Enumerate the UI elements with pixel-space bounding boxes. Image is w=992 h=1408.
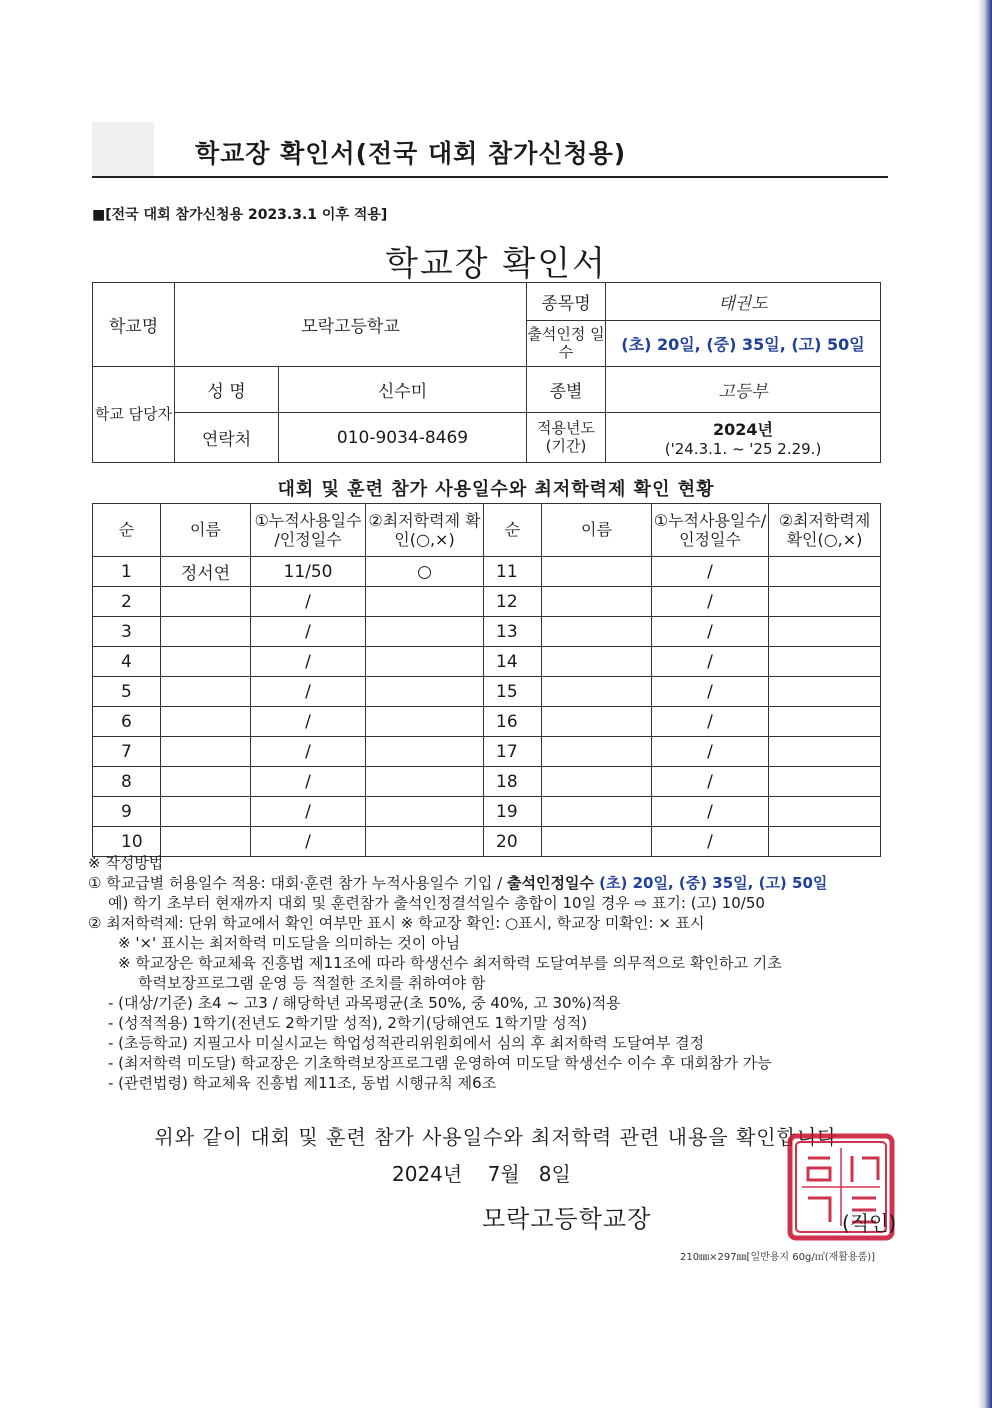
table-row: [93, 737, 881, 767]
student-name: [542, 797, 652, 827]
student-name: [542, 587, 652, 617]
student-name: [542, 767, 652, 797]
year-value: 2024년: [713, 420, 774, 439]
student-name: [161, 677, 251, 707]
days-used: /: [251, 617, 366, 647]
days-used: /: [652, 557, 769, 587]
header-gray-box: [92, 122, 154, 178]
contact-label: 연락처: [175, 413, 279, 463]
min-academic-check: [769, 737, 881, 767]
days-used: /: [251, 677, 366, 707]
student-name: [161, 827, 251, 857]
min-academic-check: [769, 827, 881, 857]
min-academic-check: [769, 707, 881, 737]
document-title: 학교장 확인서: [385, 244, 607, 284]
min-academic-check: [769, 797, 881, 827]
page-header-title: 학교장 확인서(전국 대회 참가신청용): [195, 139, 627, 168]
student-name: [542, 827, 652, 857]
min-academic-check: ○: [366, 557, 484, 587]
student-name: [542, 617, 652, 647]
days-used: /: [652, 827, 769, 857]
scan-edge: [978, 0, 992, 1408]
student-name: [542, 647, 652, 677]
student-name: [161, 767, 251, 797]
instruction-2-note-2b: 학력보장프로그램 운영 등 적절한 조치를 취하여야 함: [138, 974, 486, 992]
info-table: [92, 282, 881, 463]
student-name: 정서연: [161, 557, 251, 587]
bullet-item: - (최저학력 미도달) 학교장은 기초학력보장프로그램 운영하여 미도달 학생선수 이수 후 대회참가 가능: [108, 1054, 772, 1072]
days-used: /: [652, 707, 769, 737]
date-month: 7월: [487, 1162, 520, 1186]
days-used: 11/50: [251, 557, 366, 587]
row-number: 16: [484, 707, 542, 737]
col-header: 순: [93, 504, 161, 557]
instruction-1-bold: 출석인정일수: [507, 874, 594, 892]
instruction-1-example: 예) 학기 초부터 현재까지 대회 및 훈련참가 출석인정결석일수 총합이 10일 경우 ⇨ 표기: (고) 10/50: [108, 894, 765, 912]
instructions-heading: ※ 작성방법: [88, 854, 164, 872]
row-number: 19: [484, 797, 542, 827]
row-number: 17: [484, 737, 542, 767]
student-name: [542, 677, 652, 707]
bullet-item: - (관련법령) 학교체육 진흥법 제11조, 동법 시행규칙 제6조: [108, 1074, 497, 1092]
instruction-item-1: [88, 873, 918, 893]
col-header: ①누적사용일수/ 인정일수: [652, 504, 769, 557]
bullet-item: - (대상/기준) 초4 ~ 고3 / 해당학년 과목평균(초 50%, 중 40%, 고 30%)적용: [108, 994, 621, 1012]
table-row: [93, 677, 881, 707]
division-label: 종별: [527, 367, 606, 413]
row-number: 18: [484, 767, 542, 797]
row-number: 11: [484, 557, 542, 587]
table-row: [93, 557, 881, 587]
table-row: [93, 797, 881, 827]
min-academic-check: [366, 677, 484, 707]
row-number: 7: [93, 737, 161, 767]
header-rule: [92, 176, 888, 178]
row-number: 9: [93, 797, 161, 827]
min-academic-check: [366, 797, 484, 827]
attendance-days-value: (초) 20일, (중) 35일, (고) 50일: [606, 321, 881, 367]
issue-date: [392, 1158, 571, 1187]
table-row: [93, 827, 881, 857]
period-value: ('24.3.1. ~ '25 2.29.): [664, 440, 822, 458]
year-cell: [606, 413, 881, 463]
confirmation-statement: 위와 같이 대회 및 훈련 참가 사용일수와 최저학력 관련 내용을 확인합니다: [154, 1125, 838, 1149]
manager-name-label: 성 명: [175, 367, 279, 413]
row-number: 6: [93, 707, 161, 737]
row-number: 10: [93, 827, 161, 857]
principal-title: 모락고등학교장: [482, 1205, 652, 1233]
roster-table: [92, 503, 881, 857]
row-number: 1: [93, 557, 161, 587]
student-name: [161, 797, 251, 827]
min-academic-check: [366, 767, 484, 797]
manager-label: 학교 담당자: [93, 367, 175, 463]
days-used: /: [652, 587, 769, 617]
min-academic-check: [366, 587, 484, 617]
days-used: /: [251, 797, 366, 827]
instruction-item-2: ② 최저학력제: 단위 학교에서 확인 여부만 표시 ※ 학교장 확인: ○표시, 학교장 미확인: × 표시: [88, 914, 705, 932]
student-name: [542, 737, 652, 767]
instruction-2-note-2a: ※ 학교장은 학교체육 진흥법 제11조에 따라 학생선수 최저학력 도달여부를 의무적으로 확인하고 기초: [118, 954, 782, 972]
school-name-value: 모락고등학교: [175, 283, 527, 367]
days-used: /: [652, 767, 769, 797]
section-title: 대회 및 훈련 참가 사용일수와 최저학력제 확인 현황: [277, 479, 715, 500]
row-number: 12: [484, 587, 542, 617]
sport-value: 태권도: [606, 283, 881, 321]
row-number: 20: [484, 827, 542, 857]
year-label: 적용년도 (기간): [527, 413, 606, 463]
days-used: /: [251, 827, 366, 857]
instruction-2-note-1: ※ '×' 표시는 최저학력 미도달을 의미하는 것이 아님: [118, 934, 461, 952]
min-academic-check: [366, 617, 484, 647]
days-used: /: [251, 647, 366, 677]
min-academic-check: [366, 647, 484, 677]
table-row: [93, 707, 881, 737]
table-row: [93, 647, 881, 677]
row-number: 3: [93, 617, 161, 647]
student-name: [161, 707, 251, 737]
days-used: /: [652, 647, 769, 677]
sport-label: 종목명: [527, 283, 606, 321]
row-number: 4: [93, 647, 161, 677]
days-used: /: [652, 677, 769, 707]
col-header: 이름: [161, 504, 251, 557]
seal-label: (직인): [842, 1211, 897, 1235]
instruction-1-days: (초) 20일, (중) 35일, (고) 50일: [593, 874, 828, 892]
student-name: [161, 647, 251, 677]
roster-header-row: [93, 504, 881, 557]
division-value: 고등부: [606, 367, 881, 413]
days-used: /: [251, 707, 366, 737]
table-row: [93, 587, 881, 617]
form-version-note: ■[전국 대회 참가신청용 2023.3.1 이후 적용]: [92, 207, 388, 223]
min-academic-check: [769, 587, 881, 617]
row-number: 13: [484, 617, 542, 647]
row-number: 5: [93, 677, 161, 707]
min-academic-check: [769, 647, 881, 677]
instruction-1-text: ① 학교급별 허용일수 적용: 대회·훈련 참가 누적사용일수 기입 /: [88, 874, 507, 892]
paper-spec: 210㎜×297㎜[일반용지 60g/㎡(재활용품)]: [680, 1252, 876, 1263]
row-number: 2: [93, 587, 161, 617]
student-name: [161, 587, 251, 617]
row-number: 14: [484, 647, 542, 677]
days-used: /: [652, 797, 769, 827]
days-used: /: [251, 767, 366, 797]
student-name: [161, 737, 251, 767]
days-used: /: [251, 587, 366, 617]
bullet-item: - (초등학교) 지필고사 미실시교는 학업성적관리위원회에서 심의 후 최저학력 도달여부 결정: [108, 1034, 705, 1052]
school-name-label: 학교명: [93, 283, 175, 367]
date-day: 8일: [538, 1162, 571, 1186]
min-academic-check: [769, 767, 881, 797]
col-header: ②최저학력제 확인(○,×): [769, 504, 881, 557]
col-header: ②최저학력제 확인(○,×): [366, 504, 484, 557]
attendance-days-label: 출석인정 일수: [527, 321, 606, 367]
row-number: 15: [484, 677, 542, 707]
days-used: /: [251, 737, 366, 767]
contact-value: 010-9034-8469: [279, 413, 527, 463]
min-academic-check: [769, 677, 881, 707]
manager-name-value: 신수미: [279, 367, 527, 413]
days-used: /: [652, 617, 769, 647]
student-name: [161, 617, 251, 647]
col-header: 이름: [542, 504, 652, 557]
col-header: ①누적사용일수 /인정일수: [251, 504, 366, 557]
min-academic-check: [769, 557, 881, 587]
table-row: [93, 767, 881, 797]
days-used: /: [652, 737, 769, 767]
table-row: [93, 617, 881, 647]
min-academic-check: [366, 707, 484, 737]
min-academic-check: [366, 737, 484, 767]
row-number: 8: [93, 767, 161, 797]
min-academic-check: [366, 827, 484, 857]
bullet-item: - (성적적용) 1학기(전년도 2학기말 성적), 2학기(당해연도 1학기말 성적): [108, 1014, 588, 1032]
student-name: [542, 557, 652, 587]
instructions: [88, 853, 918, 1093]
date-year: 2024년: [392, 1162, 463, 1186]
student-name: [542, 707, 652, 737]
min-academic-check: [769, 617, 881, 647]
col-header: 순: [484, 504, 542, 557]
